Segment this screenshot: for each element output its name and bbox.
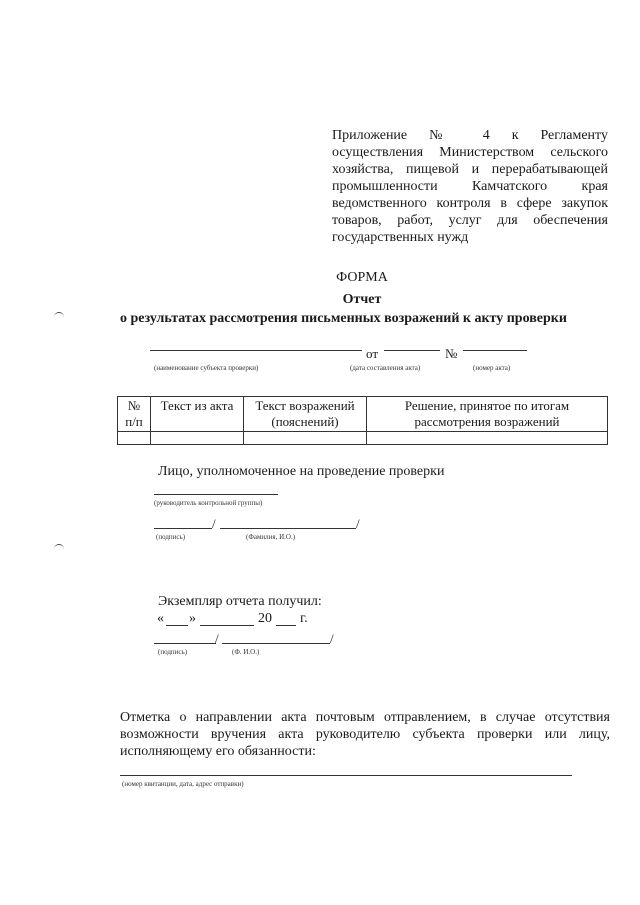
mail-note: Отметка о направлении акта почтовым отправлением, в случае отсутствия возможности вручения акта руководителю субъекта проверки или лицу, исполняющему его обязанности:	[120, 710, 610, 759]
col-decision-header: Решение, принятое по итогам рассмотрения возражений	[367, 397, 608, 432]
report-title: Отчет	[342, 292, 382, 307]
table-cell[interactable]	[367, 432, 608, 445]
caption-signature: (подпись)	[156, 533, 186, 541]
day-line[interactable]	[166, 625, 188, 626]
slash-separator: /	[356, 516, 360, 531]
date-open-quote: «	[157, 611, 164, 626]
mail-details-line[interactable]	[120, 775, 572, 776]
inspector-signature-line[interactable]	[154, 528, 212, 529]
year-prefix: 20	[258, 611, 272, 626]
slash-separator: /	[215, 631, 219, 646]
col-objection-header: Текст возражений (пояснений)	[244, 397, 367, 432]
slash-separator: /	[330, 631, 334, 646]
date-close-quote: »	[189, 611, 196, 626]
number-label: №	[445, 346, 458, 361]
receiver-signature-line[interactable]	[154, 643, 216, 644]
caption-name: (Фамилия, И.О.)	[246, 533, 296, 541]
col-number-header: № п/п	[118, 397, 151, 432]
caption-signature: (подпись)	[158, 648, 188, 656]
caption-date: (дата составления акта)	[350, 364, 421, 372]
inspector-head-line[interactable]	[154, 494, 278, 495]
report-subtitle: о результатах рассмотрения письменных возражений к акту проверки	[120, 311, 567, 326]
act-date-line[interactable]	[384, 350, 440, 351]
year-line[interactable]	[276, 625, 296, 626]
scan-mark-bottom	[54, 544, 64, 549]
table-row	[118, 432, 608, 445]
subject-name-line[interactable]	[150, 350, 362, 351]
table-cell[interactable]	[151, 432, 244, 445]
receiver-name-line[interactable]	[222, 643, 330, 644]
col-act-text-header: Текст из акта	[151, 397, 244, 432]
caption-subject: (наименование субъекта проверки)	[154, 364, 259, 372]
scan-mark-top	[54, 312, 64, 317]
act-number-line[interactable]	[463, 350, 527, 351]
caption-number: (номер акта)	[473, 364, 511, 372]
table-header-row	[118, 397, 608, 432]
inspector-name-line[interactable]	[220, 528, 356, 529]
table-cell[interactable]	[244, 432, 367, 445]
from-label: от	[366, 346, 379, 361]
inspector-heading: Лицо, уполномоченное на проведение проверки	[158, 464, 445, 479]
table-cell[interactable]	[118, 432, 151, 445]
receiver-heading: Экземпляр отчета получил:	[158, 594, 322, 609]
caption-group-head: (руководитель контрольной группы)	[154, 499, 263, 507]
slash-separator: /	[212, 516, 216, 531]
objections-table	[117, 396, 608, 445]
form-label: ФОРМА	[336, 270, 388, 285]
caption-name: (Ф. И.О.)	[232, 648, 260, 656]
appendix-note: Приложение № 4 к Регламенту осуществления Министерством сельского хозяйства, пищевой и перерабатывающей промышленности Камчатского края ведомственного контроля в сфере закупок товаров, работ, услуг для обеспечения государственных нужд	[332, 128, 608, 245]
month-line[interactable]	[200, 625, 254, 626]
year-suffix: г.	[300, 611, 308, 626]
caption-mail-details: (номер квитанции, дата, адрес отправки)	[122, 780, 244, 788]
